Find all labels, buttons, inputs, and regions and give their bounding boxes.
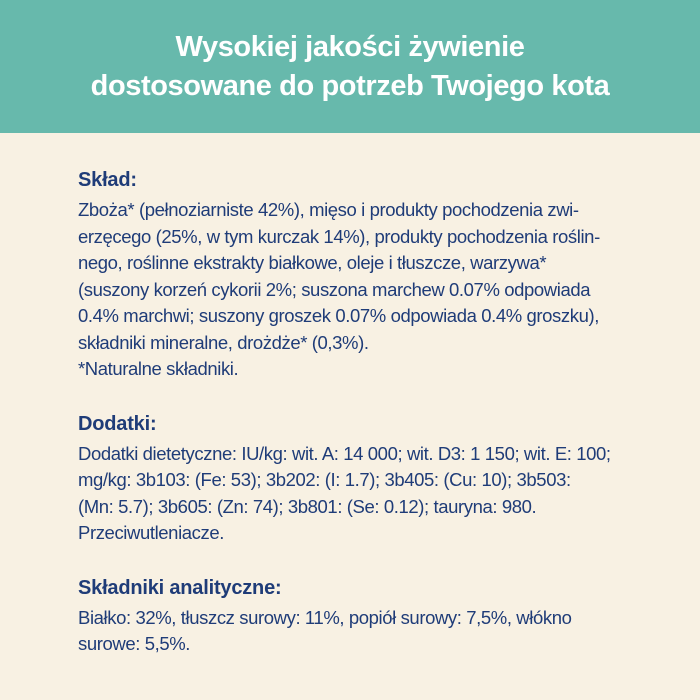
section-skladniki-analityczne-title: Składniki analityczne: (78, 576, 282, 599)
section-dodatki (78, 411, 644, 547)
dodatki-line: Dodatki dietetyczne: IU/kg: wit. A: 14 000; wit. D3: 1 150; wit. E: 100; (78, 442, 611, 464)
sklad-line: składniki mineralne, drożdże* (0,3%). (78, 331, 369, 353)
section-dodatki-title: Dodatki: (78, 412, 157, 435)
analityczne-line: surowe: 5,5%. (78, 633, 191, 654)
sklad-line: nego, roślinne ekstrakty białkowe, oleje i tłuszcze, warzywa* (78, 252, 547, 273)
sklad-line: Zboża* (pełnoziarniste 42%), mięso i produkty pochodzenia zwi- (78, 199, 579, 220)
section-skladniki-analityczne (78, 575, 644, 658)
section-sklad (78, 167, 644, 383)
sklad-line: 0.4% marchwi; suszony groszek 0.07% odpowiada 0.4% groszku), (78, 305, 599, 326)
dodatki-line: mg/kg: 3b103: (Fe: 53); 3b202: (I: 1.7); 3b405: (Cu: 10); 3b503: (78, 469, 571, 490)
section-skladniki-analityczne-text (78, 605, 644, 658)
dodatki-line: Przeciwutleniacze. (78, 522, 225, 543)
sklad-line: erzęcego (25%, w tym kurczak 14%), produkty pochodzenia roślin- (78, 225, 600, 247)
sklad-line: (suszony korzeń cykorii 2%; suszona marchew 0.07% odpowiada (78, 278, 591, 300)
section-dodatki-text (78, 441, 644, 547)
dodatki-line: (Mn: 5.7); 3b605: (Zn: 74); 3b801: (Se: 0.12); tauryna: 980. (78, 495, 537, 517)
nutrition-content (0, 133, 700, 658)
section-sklad-text (78, 197, 644, 383)
header-banner (0, 0, 700, 133)
section-sklad-title: Skład: (78, 169, 137, 191)
header-title (91, 28, 610, 106)
header-title-line-2: dostosowane do potrzeb Twojego kota (90, 69, 610, 102)
sklad-natural-note: *Naturalne składniki. (78, 358, 239, 379)
analityczne-line: Białko: 32%, tłuszcz surowy: 11%, popiół surowy: 7,5%, włókno (78, 606, 572, 628)
header-title-line-1: Wysokiej jakości żywienie (175, 30, 525, 63)
